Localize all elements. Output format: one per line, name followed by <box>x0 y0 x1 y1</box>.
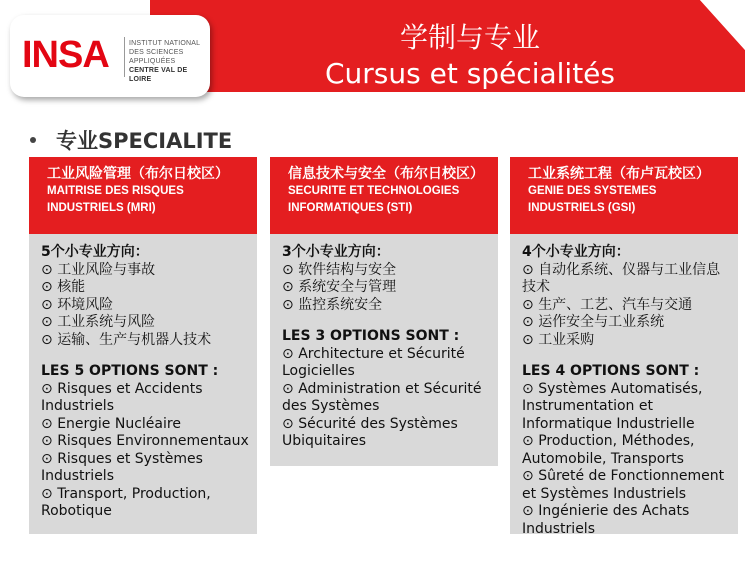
list-item: ⊙ Risques et Systèmes Industriels <box>41 451 251 486</box>
list-item: ⊙ 核能 <box>41 279 251 297</box>
fr-options-heading: LES 3 OPTIONS SONT : <box>282 328 460 344</box>
list-item: ⊙ Production, Méthodes, Automobile, Transports <box>522 433 732 468</box>
column-title-fr: SECURITE ET TECHNOLOGIES INFORMATIQUES (STI) <box>288 185 460 214</box>
column-header <box>29 157 257 234</box>
section-bullet <box>30 128 232 154</box>
zh-options-heading: 4个小专业方向： <box>522 244 630 260</box>
list-item: ⊙ 自动化系统、仪器与工业信息技术 <box>522 262 732 297</box>
column-gsi <box>510 157 738 537</box>
page-title-fr: Cursus et spécialités <box>324 57 615 90</box>
logo-subtitle: INSTITUT NATIONAL DES SCIENCES APPLIQUÉES CENTRE VAL DE LOIRE <box>129 39 209 84</box>
column-body <box>270 234 498 466</box>
list-item: ⊙ 软件结构与安全 <box>282 262 492 280</box>
page-title-zh: 学制与专业 <box>399 21 540 54</box>
list-item: ⊙ 环境风险 <box>41 297 251 315</box>
zh-options-heading: 3个小专业方向： <box>282 244 390 260</box>
list-item: ⊙ 监控系统安全 <box>282 297 492 315</box>
list-item: ⊙ 运输、生产与机器人技术 <box>41 332 251 350</box>
list-item: ⊙ Transport, Production, Robotique <box>41 486 251 521</box>
column-mri <box>29 157 257 534</box>
list-item: ⊙ Architecture et Sécurité Logicielles <box>282 346 492 381</box>
list-item: ⊙ 系统安全与管理 <box>282 279 492 297</box>
list-item: ⊙ Risques Environnementaux <box>41 433 251 451</box>
column-body <box>510 234 738 537</box>
column-title-zh: 工业风险管理（布尔日校区） <box>47 166 229 182</box>
zh-options-heading: 5个小专业方向： <box>41 244 149 260</box>
list-item: ⊙ 工业系统与风险 <box>41 314 251 332</box>
list-item: ⊙ Ingénierie des Achats Industriels <box>522 503 732 538</box>
list-item: ⊙ Risques et Accidents Industriels <box>41 381 251 416</box>
list-item: ⊙ Systèmes Automatisés, Instrumentation et Informatique Industrielle <box>522 381 732 434</box>
column-title-zh: 信息技术与安全（布尔日校区） <box>288 166 484 182</box>
column-header <box>510 157 738 234</box>
bullet-dot-icon <box>30 137 36 143</box>
column-body <box>29 234 257 534</box>
logo-divider <box>124 37 125 77</box>
column-sti <box>270 157 498 466</box>
section-heading: 专业SPECIALITE <box>56 129 233 153</box>
column-title-fr: GENIE DES SYSTEMES INDUSTRIELS (GSI) <box>528 185 657 214</box>
list-item: ⊙ Administration et Sécurité des Systèmes <box>282 381 492 416</box>
fr-options-heading: LES 4 OPTIONS SONT : <box>522 363 700 379</box>
list-item: ⊙ Sécurité des Systèmes Ubiquitaires <box>282 416 492 451</box>
list-item: ⊙ 运作安全与工业系统 <box>522 314 732 332</box>
column-title-fr: MAITRISE DES RISQUES INDUSTRIELS (MRI) <box>47 185 184 214</box>
insa-logo <box>10 15 210 97</box>
fr-options-heading: LES 5 OPTIONS SONT : <box>41 363 219 379</box>
list-item: ⊙ 工业风险与事故 <box>41 262 251 280</box>
list-item: ⊙ 生产、工艺、汽车与交通 <box>522 297 732 315</box>
list-item: ⊙ Energie Nucléaire <box>41 416 251 434</box>
column-header <box>270 157 498 234</box>
column-title-zh: 工业系统工程（布卢瓦校区） <box>528 166 710 182</box>
list-item: ⊙ 工业采购 <box>522 332 732 350</box>
logo-campus: CENTRE VAL DE LOIRE <box>129 67 188 83</box>
logo-wordmark: INSA <box>22 34 109 76</box>
list-item: ⊙ Sûreté de Fonctionnement et Systèmes Industriels <box>522 468 732 503</box>
